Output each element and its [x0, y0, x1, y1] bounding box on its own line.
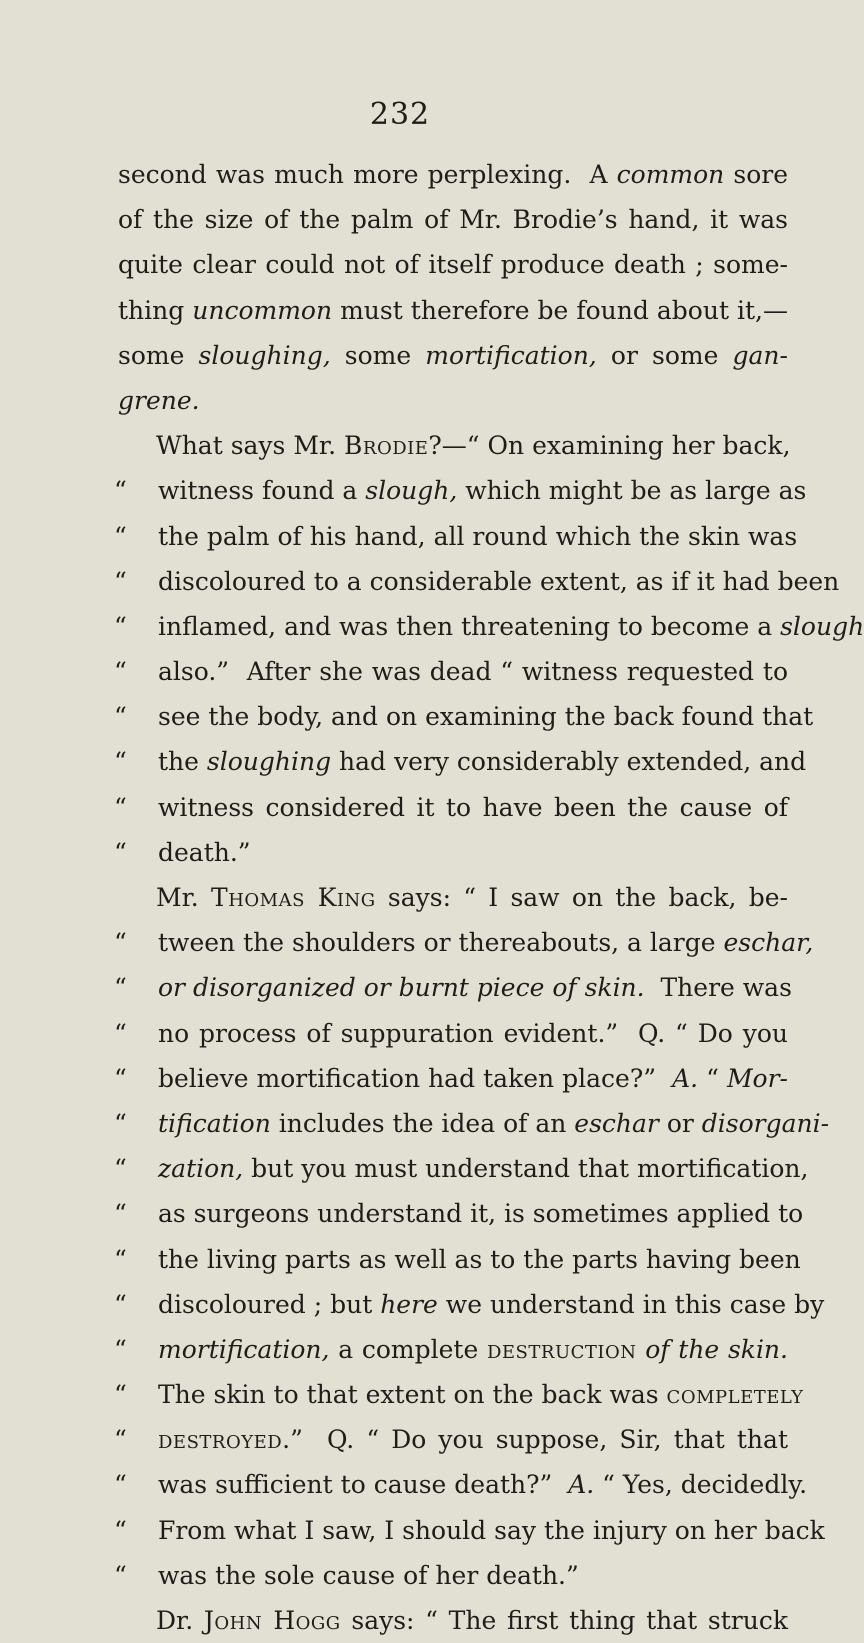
- text-line: “ also.” After she was dead “ witness requested to: [114, 657, 788, 687]
- text-line: quite clear could not of itself produce death ; some-: [118, 250, 788, 280]
- text-line: “ no process of suppuration evident.” Q. “ Do you: [114, 1018, 788, 1048]
- body-text: [114, 152, 864, 1643]
- text-line: “ the sloughing had very considerably extended, and: [114, 747, 807, 777]
- text-line: “ was the sole cause of her death.”: [114, 1560, 579, 1590]
- text-line: “ inflamed, and was then threatening to become a slough: [114, 611, 864, 641]
- text-line: Dr. John Hogg says: “ The first thing that struck: [156, 1606, 788, 1635]
- text-line: “ tification includes the idea of an eschar or disorgani-: [114, 1108, 830, 1138]
- page-number: 232: [369, 97, 431, 132]
- text-line: What says Mr. Brodie?—“ On examining her back,: [156, 431, 791, 461]
- text-line: grene.: [118, 385, 200, 415]
- text-line: “ believe mortification had taken place?” A. “ Mor-: [114, 1063, 788, 1093]
- text-line: “ the living parts as well as to the parts having been: [114, 1244, 801, 1274]
- text-line: “ tween the shoulders or thereabouts, a large eschar,: [114, 928, 814, 958]
- text-line: Mr. Thomas King says: “ I saw on the back, be-: [156, 883, 788, 912]
- text-line: “ discoloured to a considerable extent, as if it had been: [114, 566, 840, 596]
- text-line: “ witness considered it to have been the cause of: [114, 792, 788, 822]
- text-line: “ mortification, a complete destruction of the skin.: [114, 1334, 788, 1364]
- text-line: “ witness found a slough, which might be as large as: [114, 476, 807, 506]
- text-line: some sloughing, some mortification, or some gan-: [118, 340, 788, 370]
- text-line: “ as surgeons understand it, is sometimes applied to: [114, 1199, 804, 1229]
- text-line: “ destroyed.” Q. “ Do you suppose, Sir, that that: [114, 1425, 788, 1455]
- text-line: “ From what I saw, I should say the injury on her back: [114, 1515, 825, 1545]
- text-line: “ death.”: [114, 837, 251, 867]
- text-line: “ or disorganized or burnt piece of skin. There was: [114, 973, 792, 1003]
- text-line: of the size of the palm of Mr. Brodie’s hand, it was: [118, 205, 788, 235]
- text-line: second was much more perplexing. A common sore: [118, 160, 788, 189]
- text-line: “ zation, but you must understand that mortification,: [114, 1154, 809, 1184]
- text-line: “ The skin to that extent on the back was completely: [114, 1380, 804, 1410]
- text-line: “ discoloured ; but here we understand in this case by: [114, 1289, 825, 1319]
- text-line: “ the palm of his hand, all round which the skin was: [114, 521, 798, 551]
- text-line: “ was sufficient to cause death?” A. “ Yes, decidedly.: [114, 1470, 808, 1500]
- text-line: “ see the body, and on examining the back found that: [114, 702, 814, 732]
- text-line: thing uncommon must therefore be found about it,—: [118, 295, 788, 325]
